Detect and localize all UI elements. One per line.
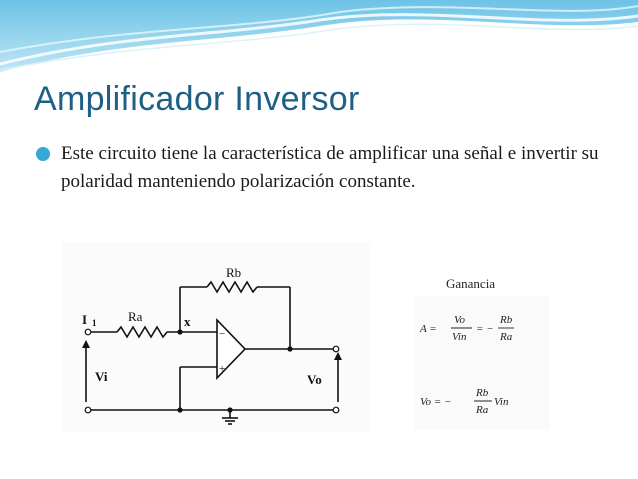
current-label: I (82, 312, 88, 327)
bullet-icon (36, 147, 50, 161)
circuit-svg (62, 242, 371, 432)
ra-label: Ra (128, 309, 143, 324)
formula1-numerator-rb: Rb (500, 314, 513, 326)
formula2-numerator-rb: Rb (476, 387, 489, 399)
rb-label: Rb (226, 265, 242, 280)
node-x-label: x (184, 314, 191, 329)
formula2-denominator-ra: Ra (476, 404, 489, 416)
circuit-diagram (62, 242, 371, 432)
formula2-lhs: Vo = − (420, 396, 452, 408)
formula-svg (414, 296, 549, 430)
formula1-numerator-vo: Vo (454, 314, 465, 326)
formula1-denominator-ra: Ra (500, 331, 513, 343)
noninverting-input-sign: + (219, 363, 226, 375)
current-subscript: 1 (92, 318, 97, 328)
bullet-text: Este circuito tiene la característica de amplificar una señal e invertir su polaridad manteniendo polarización constante. (61, 143, 599, 192)
formula1-equals-minus: = − (476, 323, 494, 335)
gain-label: Ganancia (446, 276, 496, 291)
inverting-input-sign: − (219, 328, 226, 340)
vo-label: Vo (307, 372, 322, 387)
formula1-denominator-vin: Vin (452, 331, 467, 343)
formula2-vin: Vin (494, 396, 509, 408)
slide-title: Amplificador Inversor (34, 80, 360, 118)
gain-formulas (414, 296, 549, 430)
formula1-lhs: A = (420, 323, 437, 335)
vi-label: Vi (95, 369, 108, 384)
header-wave-decoration (0, 0, 638, 75)
